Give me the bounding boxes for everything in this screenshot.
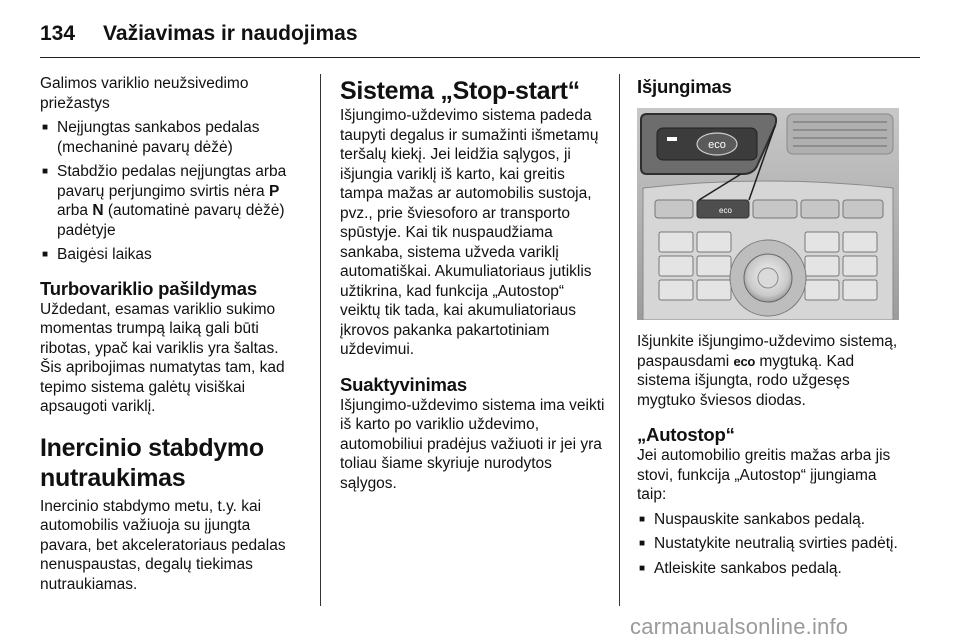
activation-paragraph: Išjungimo-uždevimo sistema ima veikti iš karto po variklio uždevimo, automobiliui pradėjus važiuoti ir jei yra toliau šiame skyriuje nurodytos sąlygos.	[340, 396, 605, 492]
deactivation-paragraph	[637, 332, 909, 410]
text-fragment: mygtuką. Kad sistema išjungta, rodo užgesęs mygtuko šviesos diodas.	[637, 352, 855, 409]
text-fragment: Išjunkite išjungimo-uždevimo sistemą, paspausdami	[637, 333, 898, 370]
text-fragment: arba	[57, 202, 93, 219]
list-item	[637, 510, 909, 530]
column-right	[637, 74, 909, 578]
header-rule	[40, 57, 920, 58]
gear-p-label: P	[268, 182, 280, 200]
eco-button-label: eco	[733, 353, 756, 369]
page-number: 134	[40, 22, 76, 45]
heading-activation: Suaktyvinimas	[340, 373, 467, 395]
column-middle	[340, 74, 605, 493]
bullet-icon: ■	[639, 538, 646, 549]
chapter-title: Važiavimas ir naudojimas	[103, 22, 358, 45]
bullet-icon: ■	[42, 122, 49, 133]
failure-reasons-intro	[40, 74, 302, 113]
heading-stop-start: Sistema „Stop-start“	[340, 77, 580, 105]
list-item	[40, 245, 302, 265]
heading-inertial	[40, 433, 302, 493]
text-fragment: Stabdžio pedalas neįjungtas arba pavarų perjungimo svirtis nėra	[57, 163, 287, 200]
bullet-icon: ■	[42, 249, 49, 260]
heading-line-1: Inercinio stabdymo	[40, 433, 264, 462]
column-left	[40, 74, 302, 594]
column-divider	[320, 74, 321, 606]
bullet-icon: ■	[42, 166, 49, 177]
intro-line-1: Galimos variklio neužsivedimo	[40, 75, 249, 92]
autostop-paragraph: Jei automobilio greitis mažas arba jis stovi, funkcija „Autostop“ įjungiama taip:	[637, 447, 891, 503]
eco-label: eco	[708, 139, 726, 151]
gear-n-label: N	[92, 202, 104, 219]
column-divider	[619, 74, 620, 606]
heading-turbo: Turbovariklio pašildymas	[40, 277, 257, 299]
stop-start-paragraph: Išjungimo-uždevimo sistema padeda taupyti degalus ir sumažinti išmetamų teršalų kiekį. Jei leidžia sąlygos, ji išjungia variklį iš karto, kai greitis tampa mažas ar automobilis sustoja, pvz., prie šviesoforo ar transporto spūstyje. Kai tik nuspaudžiama sankaba, sistema užveda variklį automatiškai. Akumuliatoriaus jutiklis užtikrina, kad funkcija „Autostop“ veiktų tik tada, kai akumuliatoriaus įkrovos pakanka pakartotiniam uždevimui.	[340, 107, 599, 358]
list-item	[637, 534, 909, 554]
list-item	[637, 559, 909, 579]
heading-line-2: nutraukimas	[40, 463, 186, 492]
heading-autostop: „Autostop“	[637, 424, 735, 445]
list-item-text: Baigėsi laikas	[57, 246, 152, 263]
eco-button-illustration	[637, 108, 899, 320]
list-item-text: Nuspauskite sankabos pedalą.	[654, 510, 866, 528]
list-item	[40, 118, 302, 157]
turbo-paragraph: Uždedant, esamas variklio sukimo momentas trumpą laiką gali būti ribotas, ypač kai variklis yra šaltas. Šis apribojimas numatytas tam, kad tepimo sistema galėtų visiškai apsaugoti variklį.	[40, 300, 285, 415]
list-item-text	[57, 162, 302, 240]
list-item-text: Nustatykite neutralią svirties padėtį.	[654, 535, 898, 552]
list-item-text: Neįjungtas sankabos pedalas (mechaninė pavarų dėžė)	[57, 119, 260, 156]
page-header	[40, 22, 358, 46]
list-item	[40, 162, 302, 240]
inertial-paragraph: Inercinio stabdymo metu, t.y. kai automobilis važiuoja su įjungta pavara, bet akceleratoriaus pedalas nenuspaustas, degalų tiekimas nutraukiamas.	[40, 497, 286, 593]
text-fragment: (automatinė pavarų dėžė) padėtyje	[57, 202, 285, 239]
svg-text:eco: eco	[719, 206, 732, 215]
watermark: carmanualsonline.info	[630, 614, 849, 639]
list-item-text: Atleiskite sankabos pedalą.	[654, 559, 842, 577]
bullet-icon: ■	[639, 562, 646, 574]
intro-line-2: priežastys	[40, 94, 110, 112]
heading-deactivation: Išjungimas	[637, 76, 732, 97]
bullet-icon: ■	[639, 513, 646, 525]
